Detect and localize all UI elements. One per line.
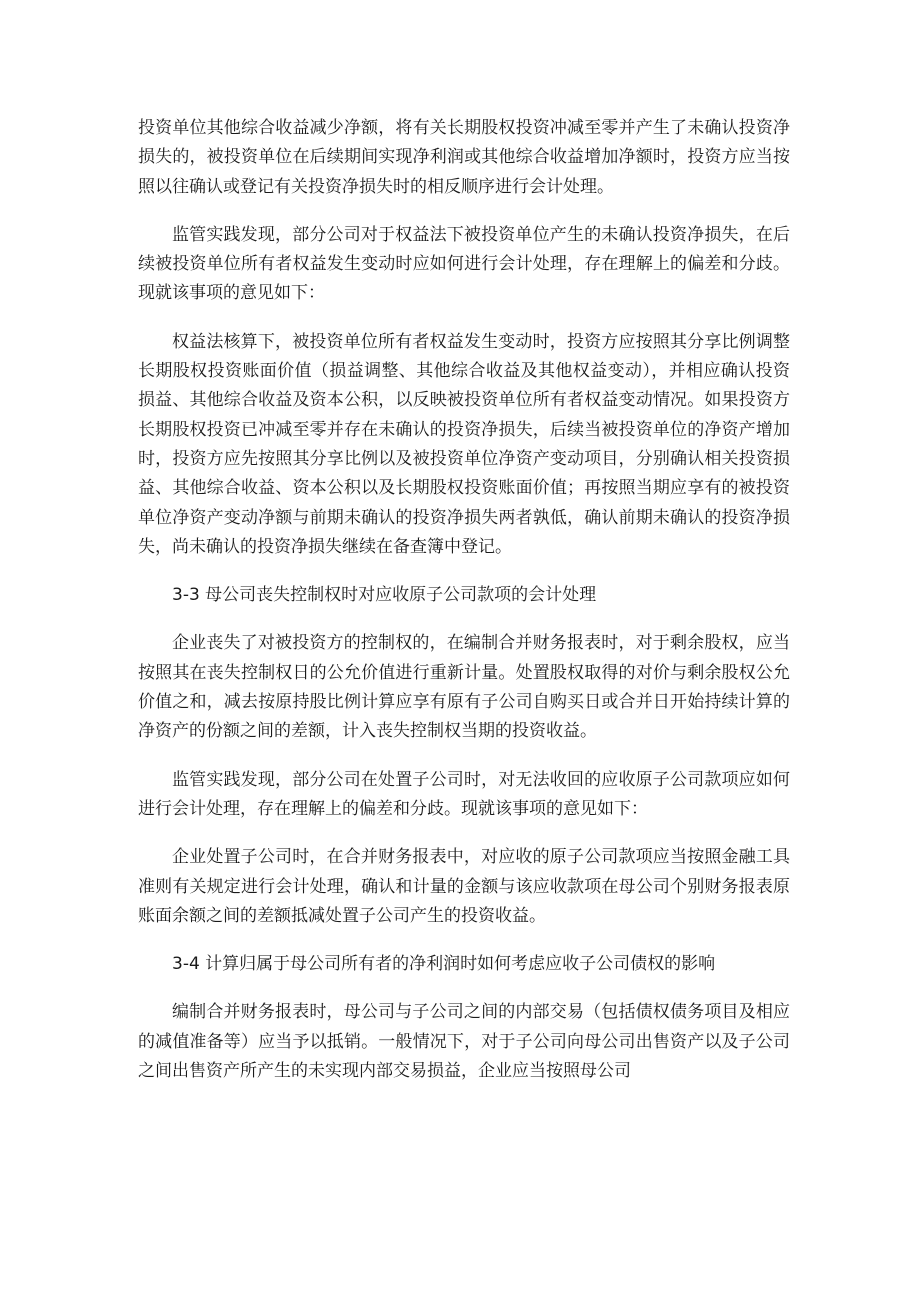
paragraph-1: 投资单位其他综合收益减少净额，将有关长期股权投资冲减至零并产生了未确认投资净损失的，被投资单位在后续期间实现净利润或其他综合收益增加净额时，投资方应当按照以往确认或登记有关投资净损失时的相反顺序进行会计处理。 (138, 118, 790, 197)
section-heading-3-3: 3-3 母公司丧失控制权时对应收原子公司款项的会计处理 (172, 585, 597, 606)
paragraph-5: 监管实践发现，部分公司在处置子公司时，对无法收回的应收原子公司款项应如何进行会计处理，存在理解上的偏差和分歧。现就该事项的意见如下： (138, 769, 790, 819)
document-body (138, 114, 790, 1105)
paragraph-7: 编制合并财务报表时，母公司与子公司之间的内部交易（包括债权债务项目及相应的减值准备等）应当予以抵销。一般情况下，对于子公司向母公司出售资产以及子公司之间出售资产所产生的未实现内部交易损益，企业应当按照母公司 (138, 1002, 790, 1082)
paragraph-2: 监管实践发现，部分公司对于权益法下被投资单位产生的未确认投资净损失，在后续被投资单位所有者权益发生变动时应如何进行会计处理，存在理解上的偏差和分歧。现就该事项的意见如下： (138, 224, 790, 304)
section-heading-3-4: 3-4 计算归属于母公司所有者的净利润时如何考虑应收子公司债权的影响 (172, 954, 716, 975)
paragraph-4: 企业丧失了对被投资方的控制权的，在编制合并财务报表时，对于剩余股权，应当按照其在丧失控制权日的公允价值进行重新计量。处置股权取得的对价与剩余股权公允价值之和，减去按原持股比例计算应享有原有子公司自购买日或合并日开始持续计算的净资产的份额之间的差额，计入丧失控制权当期的投资收益。 (138, 633, 790, 742)
paragraph-6: 企业处置子公司时，在合并财务报表中，对应收的原子公司款项应当按照金融工具准则有关规定进行会计处理，确认和计量的金额与该应收款项在母公司个别财务报表原账面余额之间的差额抵减处置子公司产生的投资收益。 (138, 847, 790, 926)
paragraph-3: 权益法核算下，被投资单位所有者权益发生变动时，投资方应按照其分享比例调整长期股权投资账面价值（损益调整、其他综合收益及其他权益变动），并相应确认投资损益、其他综合收益及资本公积，以反映被投资单位所有者权益变动情况。如果投资方长期股权投资已冲减至零并存在未确认的投资净损失，后续当被投资单位的净资产增加时，投资方应先按照其分享比例以及被投资单位净资产变动项目，分别确认相关投资损益、其他综合收益、资本公积以及长期股权投资账面价值；再按照当期应享有的被投资单位净资产变动净额与前期未确认的投资净损失两者孰低，确认前期未确认的投资净损失，尚未确认的投资净损失继续在备查簿中登记。 (138, 331, 790, 557)
